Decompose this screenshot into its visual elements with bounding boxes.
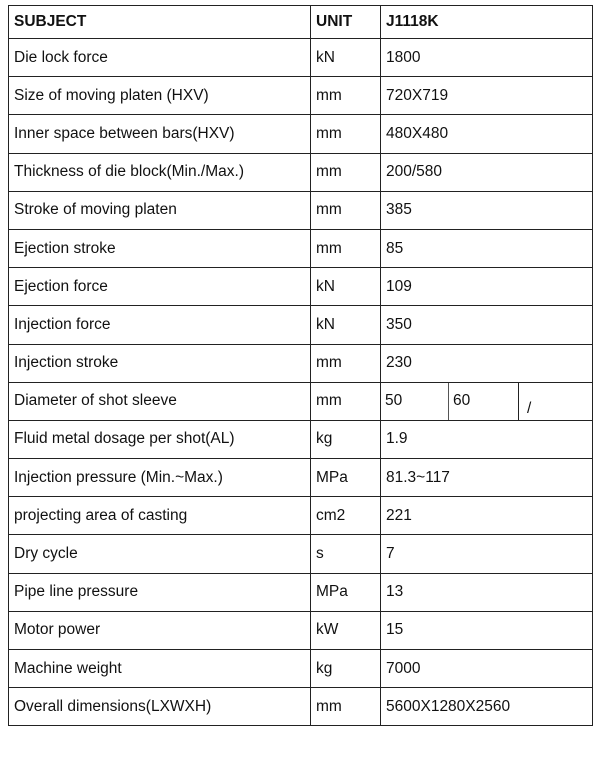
- row-value: 200/580: [381, 153, 593, 191]
- table-row: [9, 573, 593, 611]
- header-model: J1118K: [381, 6, 593, 39]
- row-value: 7000: [381, 650, 593, 688]
- table-row: [9, 306, 593, 344]
- header-subject: SUBJECT: [9, 6, 311, 39]
- row-unit: mm: [311, 191, 381, 229]
- row-subject: Machine weight: [9, 650, 311, 688]
- shot-sleeve-value-1: 50: [381, 383, 449, 420]
- table-row: [9, 268, 593, 306]
- shot-sleeve-value-3: /: [527, 399, 532, 417]
- row-unit: mm: [311, 344, 381, 382]
- row-value-split: [381, 382, 593, 420]
- row-value: 85: [381, 229, 593, 267]
- row-subject: Diameter of shot sleeve: [9, 382, 311, 420]
- shot-sleeve-values: [381, 383, 592, 420]
- table-row: [9, 39, 593, 77]
- table-row: [9, 382, 593, 420]
- row-subject: Thickness of die block(Min./Max.): [9, 153, 311, 191]
- row-subject: Stroke of moving platen: [9, 191, 311, 229]
- row-unit: kN: [311, 306, 381, 344]
- row-subject: Injection stroke: [9, 344, 311, 382]
- spec-body: [9, 39, 593, 726]
- row-unit: kg: [311, 650, 381, 688]
- table-row: [9, 191, 593, 229]
- row-value: 109: [381, 268, 593, 306]
- row-subject: Injection force: [9, 306, 311, 344]
- table-row: [9, 459, 593, 497]
- row-unit: kN: [311, 39, 381, 77]
- row-value: 15: [381, 611, 593, 649]
- shot-sleeve-value-2: 60: [449, 383, 519, 420]
- spec-table: [8, 5, 593, 726]
- table-row: [9, 77, 593, 115]
- row-value: 350: [381, 306, 593, 344]
- row-value: 221: [381, 497, 593, 535]
- row-unit: mm: [311, 688, 381, 726]
- table-row: [9, 535, 593, 573]
- table-row: [9, 115, 593, 153]
- row-subject: Die lock force: [9, 39, 311, 77]
- row-value: 81.3~117: [381, 459, 593, 497]
- row-subject: Pipe line pressure: [9, 573, 311, 611]
- row-subject: Dry cycle: [9, 535, 311, 573]
- table-row: [9, 611, 593, 649]
- table-row: [9, 420, 593, 458]
- row-value: 385: [381, 191, 593, 229]
- row-subject: Fluid metal dosage per shot(AL): [9, 420, 311, 458]
- table-row: [9, 153, 593, 191]
- row-value: 720X719: [381, 77, 593, 115]
- table-row: [9, 229, 593, 267]
- row-value: 230: [381, 344, 593, 382]
- table-row: [9, 497, 593, 535]
- row-value: 1.9: [381, 420, 593, 458]
- row-unit: MPa: [311, 459, 381, 497]
- row-value: 5600X1280X2560: [381, 688, 593, 726]
- row-subject: Ejection force: [9, 268, 311, 306]
- row-unit: mm: [311, 77, 381, 115]
- table-row: [9, 688, 593, 726]
- row-subject: projecting area of casting: [9, 497, 311, 535]
- row-value: 480X480: [381, 115, 593, 153]
- row-unit: cm2: [311, 497, 381, 535]
- row-unit: kN: [311, 268, 381, 306]
- row-unit: MPa: [311, 573, 381, 611]
- table-row: [9, 650, 593, 688]
- row-subject: Ejection stroke: [9, 229, 311, 267]
- row-unit: mm: [311, 229, 381, 267]
- row-unit: s: [311, 535, 381, 573]
- row-unit: kg: [311, 420, 381, 458]
- row-value: 13: [381, 573, 593, 611]
- table-row: [9, 344, 593, 382]
- row-subject: Injection pressure (Min.~Max.): [9, 459, 311, 497]
- row-subject: Motor power: [9, 611, 311, 649]
- row-unit: mm: [311, 115, 381, 153]
- row-unit: mm: [311, 153, 381, 191]
- row-unit: mm: [311, 382, 381, 420]
- row-unit: kW: [311, 611, 381, 649]
- header-unit: UNIT: [311, 6, 381, 39]
- header-row: [9, 6, 593, 39]
- row-subject: Size of moving platen (HXV): [9, 77, 311, 115]
- row-value: 1800: [381, 39, 593, 77]
- row-subject: Inner space between bars(HXV): [9, 115, 311, 153]
- row-subject: Overall dimensions(LXWXH): [9, 688, 311, 726]
- row-value: 7: [381, 535, 593, 573]
